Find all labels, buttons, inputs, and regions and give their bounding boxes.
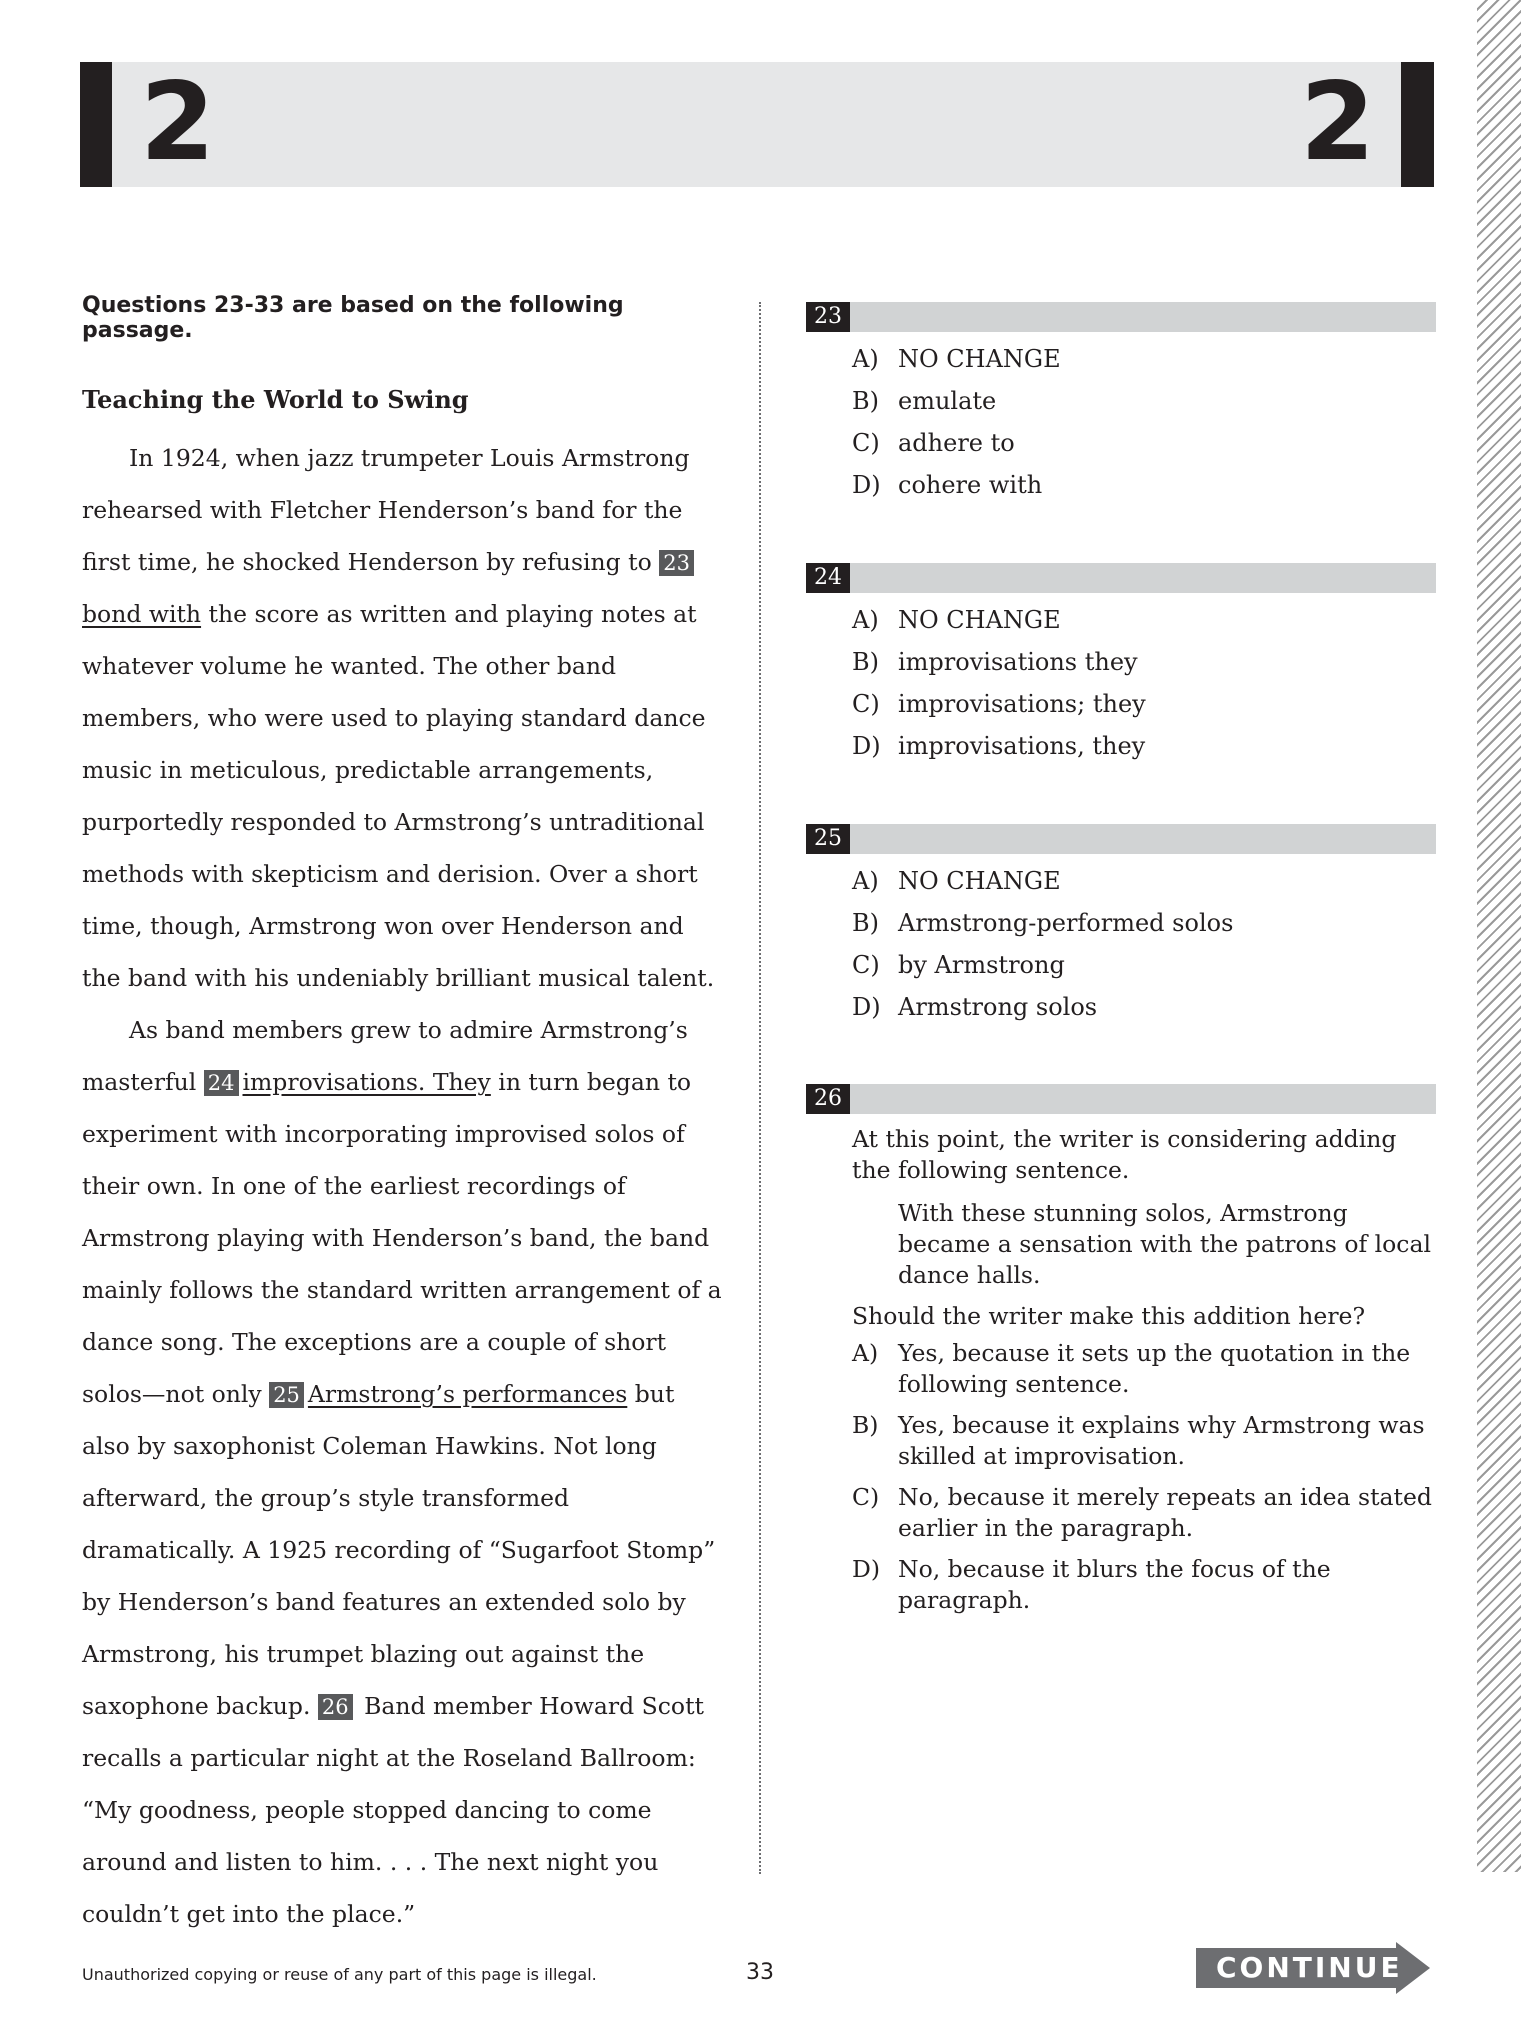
answer-option-a[interactable] xyxy=(852,599,1436,641)
proposed-sentence: With these stunning solos, Armstrong became a sensation with the patrons of local dance halls. xyxy=(898,1199,1431,1289)
passage-paragraph-1 xyxy=(82,432,722,1004)
option-text: improvisations; they xyxy=(898,690,1146,718)
column-divider xyxy=(759,302,761,1874)
question-marker-24: 24 xyxy=(204,1070,239,1096)
page-edge-hatching xyxy=(1477,0,1521,1872)
option-letter: C) xyxy=(852,690,880,718)
passage-text: As band members grew to admire Armstrong’s masterful xyxy=(82,1016,688,1096)
copyright-notice: Unauthorized copying or reuse of any part of this page is illegal. xyxy=(82,1965,597,1984)
option-letter: D) xyxy=(852,1555,881,1583)
page-number: 33 xyxy=(746,1960,774,1985)
passage-text: but also by saxophonist Coleman Hawkins. Not long afterward, the group’s style transformed dramatically. A 1925 recording of “Sugarfoot Stomp” by Henderson’s band features an extended solo by Armstrong, his trumpet blazing out against the saxophone backup. xyxy=(82,1380,716,1720)
option-text: NO CHANGE xyxy=(898,345,1061,373)
question-number: 23 xyxy=(806,302,850,332)
option-letter: B) xyxy=(852,648,879,676)
option-text: NO CHANGE xyxy=(898,606,1061,634)
option-letter: A) xyxy=(852,867,879,895)
answer-option-c[interactable] xyxy=(852,683,1436,725)
answer-options xyxy=(852,338,1436,506)
question-header xyxy=(806,563,1436,593)
answer-option-d[interactable] xyxy=(852,464,1436,506)
question-number: 26 xyxy=(806,1084,850,1114)
answer-option-b[interactable] xyxy=(852,641,1436,683)
passage-instructions: Questions 23-33 are based on the following passage. xyxy=(82,293,624,343)
answer-option-a[interactable] xyxy=(852,1338,1436,1400)
question-25 xyxy=(806,824,1436,1028)
passage-paragraph-2 xyxy=(82,1004,722,1940)
continue-button[interactable] xyxy=(1196,1942,1430,1994)
option-letter: B) xyxy=(852,909,879,937)
section-header-left-bar xyxy=(80,62,112,187)
question-number: 24 xyxy=(806,563,850,593)
passage-text: Band member Howard Scott recalls a particular night at the Roseland Ballroom: “My goodness, people stopped dancing to come around and listen to him. . . . The next night you couldn’t get into the place.” xyxy=(82,1692,704,1928)
section-header-right-bar xyxy=(1401,62,1434,187)
option-text: improvisations they xyxy=(898,648,1138,676)
option-letter: A) xyxy=(852,345,879,373)
option-text: Armstrong solos xyxy=(898,993,1098,1021)
section-number-right: 2 xyxy=(1300,60,1376,185)
option-letter: A) xyxy=(852,606,879,634)
question-header xyxy=(806,824,1436,854)
option-letter: C) xyxy=(852,429,880,457)
option-text: Yes, because it sets up the quotation in the following sentence. xyxy=(898,1339,1411,1398)
passage-text: the score as written and playing notes at whatever volume he wanted. The other band members, who were used to playing standard dance music in meticulous, predictable arrangements, purportedly responded to Armstrong’s untraditional methods with skepticism and derision. Over a short time, though, Armstrong won over Henderson and the band with his undeniably brilliant musical talent. xyxy=(82,600,715,992)
question-26 xyxy=(806,1084,1436,1626)
option-text: adhere to xyxy=(898,429,1015,457)
question-prompt: Should the writer make this addition here? xyxy=(852,1302,1366,1330)
option-text: Yes, because it explains why Armstrong was skilled at improvisation. xyxy=(898,1411,1425,1470)
answer-options xyxy=(852,1338,1436,1616)
question-stem: At this point, the writer is considering adding the following sentence. xyxy=(852,1125,1397,1184)
question-marker-25: 25 xyxy=(269,1382,304,1408)
question-marker-23: 23 xyxy=(659,550,694,576)
answer-option-b[interactable] xyxy=(852,902,1436,944)
answer-option-c[interactable] xyxy=(852,422,1436,464)
option-letter: C) xyxy=(852,951,880,979)
option-text: No, because it merely repeats an idea stated earlier in the paragraph. xyxy=(898,1483,1432,1542)
answer-option-c[interactable] xyxy=(852,1482,1436,1544)
underlined-text-24: improvisations. They xyxy=(242,1068,491,1096)
option-text: NO CHANGE xyxy=(898,867,1061,895)
option-text: by Armstrong xyxy=(898,951,1065,979)
question-number: 25 xyxy=(806,824,850,854)
section-number-left: 2 xyxy=(140,60,216,185)
question-23 xyxy=(806,302,1436,506)
answer-option-b[interactable] xyxy=(852,380,1436,422)
underlined-text-23: bond with xyxy=(82,600,202,628)
answer-option-d[interactable] xyxy=(852,725,1436,767)
answer-options xyxy=(852,860,1436,1028)
passage-text: in turn began to experiment with incorporating improvised solos of their own. In one of the earliest recordings of Armstrong playing with Henderson’s band, the band mainly follows the standard written arrangement of a dance song. The exceptions are a couple of short solos—not only xyxy=(82,1068,722,1408)
option-text: improvisations, they xyxy=(898,732,1146,760)
answer-option-d[interactable] xyxy=(852,986,1436,1028)
continue-label: CONTINUE xyxy=(1216,1951,1403,1984)
answer-option-b[interactable] xyxy=(852,1410,1436,1472)
option-text: Armstrong-performed solos xyxy=(898,909,1234,937)
option-letter: B) xyxy=(852,387,879,415)
section-header-band xyxy=(80,62,1434,187)
question-prompt-block xyxy=(852,1124,1436,1332)
answer-option-c[interactable] xyxy=(852,944,1436,986)
answer-option-d[interactable] xyxy=(852,1554,1436,1616)
answer-options xyxy=(852,599,1436,767)
underlined-text-25: Armstrong’s performances xyxy=(307,1380,628,1408)
option-text: No, because it blurs the focus of the paragraph. xyxy=(898,1555,1331,1614)
option-text: cohere with xyxy=(898,471,1043,499)
option-letter: A) xyxy=(852,1339,879,1367)
option-letter: B) xyxy=(852,1411,879,1439)
question-header xyxy=(806,1084,1436,1114)
option-letter: C) xyxy=(852,1483,880,1511)
option-letter: D) xyxy=(852,732,881,760)
option-text: emulate xyxy=(898,387,997,415)
passage-text: In 1924, when jazz trumpeter Louis Armstrong rehearsed with Fletcher Henderson’s band for the first time, he shocked Henderson by refusing to xyxy=(82,444,690,576)
option-letter: D) xyxy=(852,471,881,499)
passage-body xyxy=(82,432,722,1940)
option-letter: D) xyxy=(852,993,881,1021)
answer-option-a[interactable] xyxy=(852,860,1436,902)
question-24 xyxy=(806,563,1436,767)
question-header xyxy=(806,302,1436,332)
question-marker-26: 26 xyxy=(318,1694,353,1720)
answer-option-a[interactable] xyxy=(852,338,1436,380)
passage-title: Teaching the World to Swing xyxy=(82,385,469,414)
